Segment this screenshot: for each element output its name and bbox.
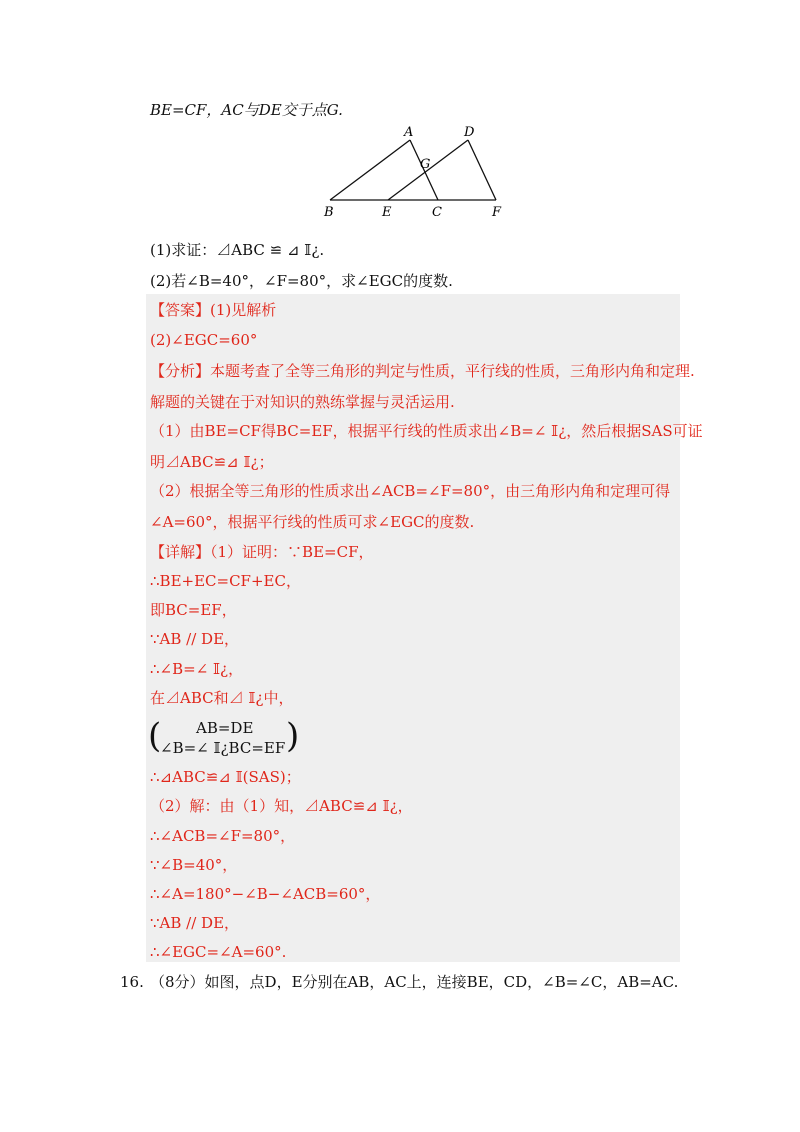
analysis-line-5: （2）根据全等三角形的性质求出∠ACB=∠F=80°，由三角形内角和定理可得 [150, 482, 671, 500]
detail-line-10: ∴∠ACB=∠F=80°， [150, 827, 296, 845]
detail-line-1: 【详解】（1）证明：∵BE=CF， [150, 543, 374, 561]
label-c: C [432, 205, 442, 220]
detail-line-12: ∴∠A=180°−∠B−∠ACB=60°， [150, 885, 381, 903]
problem15-given: BE=CF，AC与DE交于点G. [150, 101, 343, 119]
label-f: F [492, 205, 502, 220]
right-brace: ) [286, 716, 300, 756]
detail-line-6: 在⊿ABC和⊿ 𝕀¿中， [150, 689, 294, 707]
analysis-line-1: 【分析】本题考查了全等三角形的判定与性质，平行线的性质，三角形内角和定理. [150, 362, 695, 380]
label-d: D [464, 125, 475, 140]
answer-line-2: (2)∠EGC=60° [150, 331, 258, 349]
detail-line-4: ∵AB // DE， [150, 630, 240, 648]
question-1: (1)求证：⊿ABC ≌ ⊿ 𝕀¿. [150, 241, 325, 259]
problem16-number: 16. [120, 973, 144, 991]
analysis-line-6: ∠A=60°，根据平行线的性质可求∠EGC的度数. [150, 513, 475, 531]
detail-line-13: ∵AB // DE， [150, 914, 240, 932]
detail-line-8: ∴⊿ABC≌⊿ 𝕀(SAS)； [150, 768, 301, 786]
detail-line-3: 即BC=EF， [150, 601, 237, 619]
question-2: (2)若∠B=40°，∠F=80°，求∠EGC的度数. [150, 272, 453, 290]
label-e: E [382, 205, 392, 220]
analysis-tag: 【分析】 [150, 362, 211, 380]
detail-line-9: （2）解：由（1）知，⊿ABC≌⊿ 𝕀¿， [150, 797, 413, 815]
problem16-text: （8分）如图，点D，E分别在AB，AC上，连接BE，CD，∠B=∠C，AB=AC. [150, 973, 679, 991]
detail-line-11: ∵∠B=40°， [150, 856, 238, 874]
detail-tag: 【详解】 [150, 543, 211, 561]
segment-df [468, 140, 496, 200]
answer-line-1: 【答案】(1)见解析 [150, 301, 277, 319]
answer-tag: 【答案】 [150, 301, 211, 319]
label-a: A [404, 125, 414, 140]
analysis-line-3: （1）由BE=CF得BC=EF，根据平行线的性质求出∠B=∠ 𝕀¿，然后根据SAS可证 [150, 422, 703, 440]
detail-line-5: ∴∠B=∠ 𝕀¿， [150, 660, 244, 678]
detail-line-2: ∴BE+EC=CF+EC， [150, 572, 301, 590]
label-g: G [420, 157, 431, 172]
analysis-line-4: 明⊿ABC≌⊿ 𝕀¿； [150, 453, 274, 471]
analysis-line-2: 解题的关键在于对知识的熟练掌握与灵活运用. [150, 393, 455, 411]
label-b: B [324, 205, 334, 220]
segment-ab [330, 140, 410, 200]
system-line-2: ∠B=∠ 𝕀¿BC=EF [160, 739, 286, 757]
system-line-1: AB=DE [196, 719, 254, 737]
triangle-figure [318, 124, 518, 220]
left-brace: ( [148, 716, 162, 756]
detail-line-14: ∴∠EGC=∠A=60°. [150, 943, 287, 961]
